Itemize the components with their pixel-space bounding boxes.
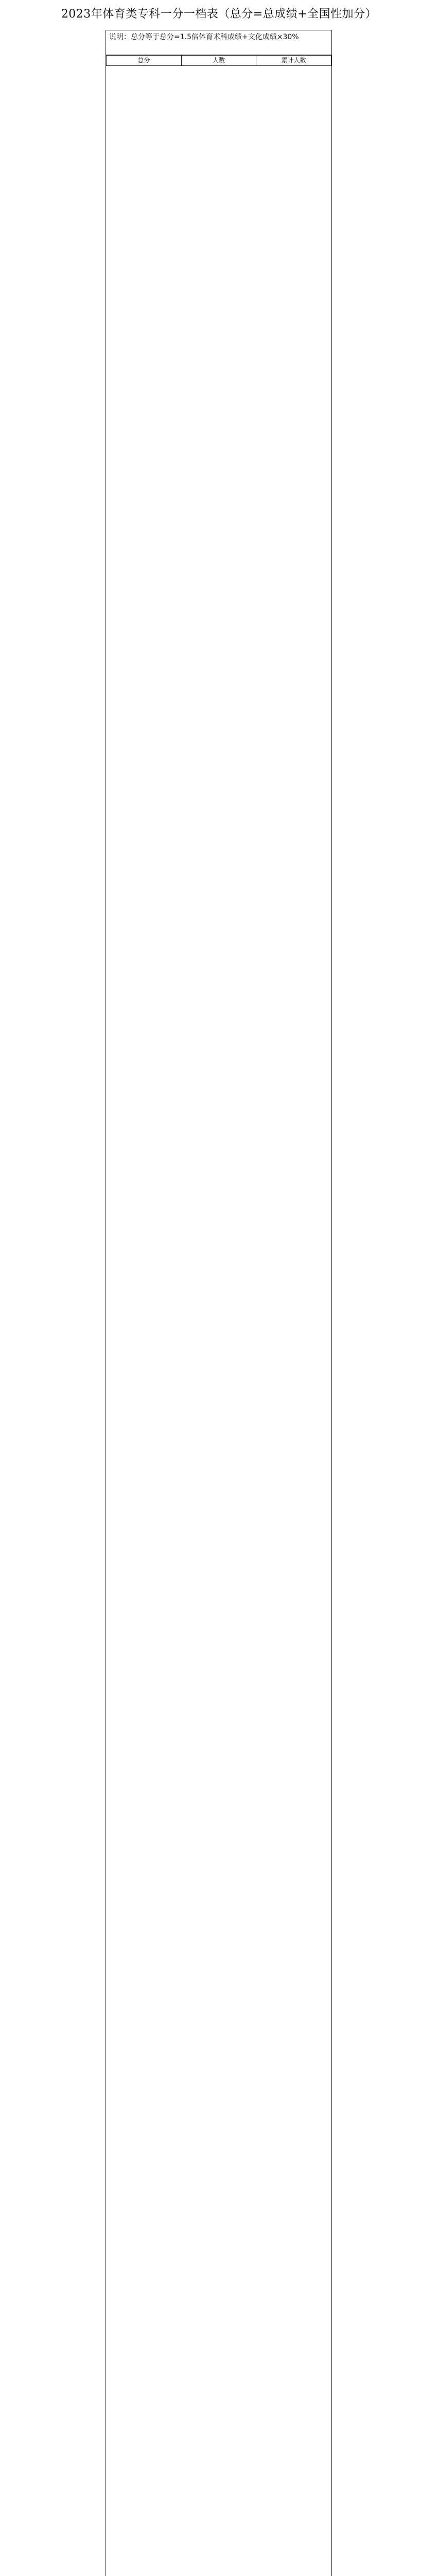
table-header-row	[107, 56, 331, 66]
score-table-container	[106, 30, 332, 2576]
header-cumulative: 累计人数	[256, 56, 331, 66]
header-count: 人数	[181, 56, 256, 66]
page-title: 2023年体育类专科一分一档表（总分=总成绩+全国性加分）	[61, 8, 377, 21]
header-score: 总分	[107, 56, 182, 66]
table-note: 说明：总分等于总分=1.5倍体育术科成绩+文化成绩×30%	[106, 30, 331, 55]
score-table	[106, 55, 331, 66]
